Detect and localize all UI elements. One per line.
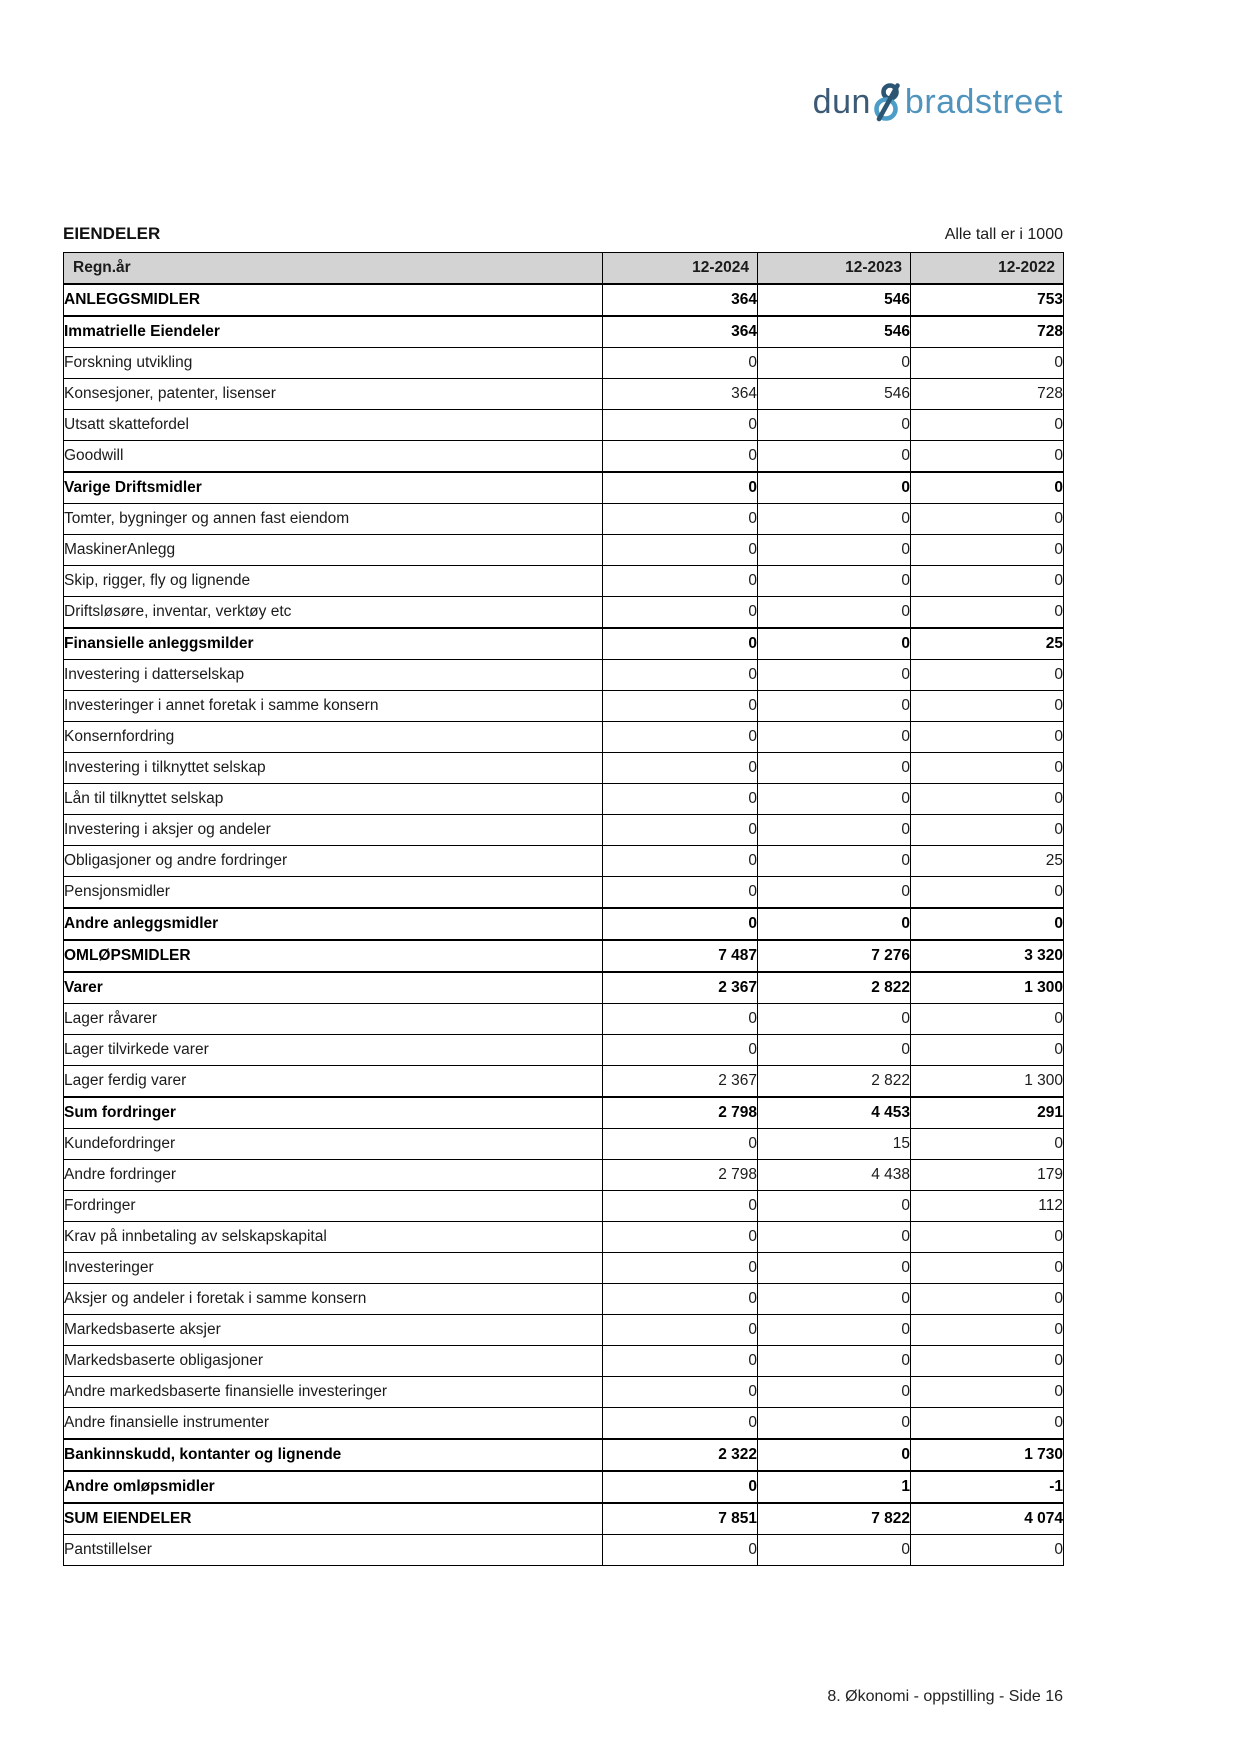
value-cell: 0: [911, 877, 1064, 909]
row-label: Forskning utvikling: [64, 348, 603, 379]
table-row: [64, 535, 1064, 566]
table-row: [64, 1315, 1064, 1346]
table-row: [64, 504, 1064, 535]
value-cell: 7 822: [758, 1503, 911, 1535]
value-cell: 0: [758, 1535, 911, 1566]
value-cell: 0: [911, 660, 1064, 691]
value-cell: 0: [758, 815, 911, 846]
table-row: [64, 1129, 1064, 1160]
row-label: Varer: [64, 972, 603, 1004]
table-row: [64, 784, 1064, 815]
table-row: [64, 410, 1064, 441]
row-label: Driftsløsøre, inventar, verktøy etc: [64, 597, 603, 629]
table-row: [64, 1191, 1064, 1222]
row-label: SUM EIENDELER: [64, 1503, 603, 1535]
value-cell: 1: [758, 1471, 911, 1503]
table-row: [64, 753, 1064, 784]
value-cell: 0: [911, 784, 1064, 815]
table-row: [64, 815, 1064, 846]
value-cell: 0: [758, 908, 911, 940]
value-cell: 1 730: [911, 1439, 1064, 1471]
value-cell: 0: [603, 1222, 758, 1253]
header-col-2023: 12-2023: [758, 253, 911, 285]
value-cell: 0: [758, 1377, 911, 1408]
value-cell: 0: [758, 566, 911, 597]
row-label: Konsernfordring: [64, 722, 603, 753]
value-cell: 179: [911, 1160, 1064, 1191]
row-label: Andre finansielle instrumenter: [64, 1408, 603, 1440]
row-label: OMLØPSMIDLER: [64, 940, 603, 972]
value-cell: 0: [911, 722, 1064, 753]
row-label: Obligasjoner og andre fordringer: [64, 846, 603, 877]
value-cell: 0: [911, 1004, 1064, 1035]
value-cell: 0: [911, 410, 1064, 441]
value-cell: 0: [911, 1315, 1064, 1346]
value-cell: 364: [603, 284, 758, 316]
table-row: [64, 1377, 1064, 1408]
row-label: Investering i datterselskap: [64, 660, 603, 691]
value-cell: 0: [758, 784, 911, 815]
value-cell: 2 367: [603, 972, 758, 1004]
value-cell: 0: [603, 660, 758, 691]
row-label: Investering i tilknyttet selskap: [64, 753, 603, 784]
value-cell: 0: [758, 691, 911, 722]
table-row: [64, 660, 1064, 691]
table-row: [64, 691, 1064, 722]
value-cell: 0: [758, 441, 911, 473]
table-row: [64, 566, 1064, 597]
value-cell: 0: [603, 1253, 758, 1284]
row-label: Lager ferdig varer: [64, 1066, 603, 1098]
value-cell: 728: [911, 379, 1064, 410]
value-cell: 0: [911, 1222, 1064, 1253]
table-row: [64, 1439, 1064, 1471]
row-label: Lager tilvirkede varer: [64, 1035, 603, 1066]
value-cell: 364: [603, 316, 758, 348]
value-cell: 753: [911, 284, 1064, 316]
row-label: Pensjonsmidler: [64, 877, 603, 909]
value-cell: 0: [911, 1284, 1064, 1315]
value-cell: 0: [603, 1377, 758, 1408]
value-cell: 0: [758, 1439, 911, 1471]
value-cell: 0: [911, 1035, 1064, 1066]
value-cell: 2 798: [603, 1160, 758, 1191]
value-cell: 0: [758, 846, 911, 877]
table-row: [64, 877, 1064, 909]
value-cell: 2 822: [758, 972, 911, 1004]
value-cell: 0: [603, 1471, 758, 1503]
value-cell: 4 453: [758, 1097, 911, 1129]
row-label: Lån til tilknyttet selskap: [64, 784, 603, 815]
row-label: Immatrielle Eiendeler: [64, 316, 603, 348]
table-row: [64, 1066, 1064, 1098]
row-label: Bankinnskudd, kontanter og lignende: [64, 1439, 603, 1471]
row-label: Varige Driftsmidler: [64, 472, 603, 504]
value-cell: 0: [603, 1191, 758, 1222]
value-cell: 0: [911, 597, 1064, 629]
value-cell: 0: [758, 628, 911, 660]
value-cell: 0: [758, 504, 911, 535]
row-label: Andre markedsbaserte finansielle investeringer: [64, 1377, 603, 1408]
value-cell: 0: [758, 1004, 911, 1035]
value-cell: 0: [603, 410, 758, 441]
value-cell: 4 074: [911, 1503, 1064, 1535]
value-cell: 0: [758, 348, 911, 379]
value-cell: 0: [603, 1408, 758, 1440]
value-cell: 0: [911, 1408, 1064, 1440]
row-label: MaskinerAnlegg: [64, 535, 603, 566]
value-cell: 0: [758, 1346, 911, 1377]
value-cell: 2 822: [758, 1066, 911, 1098]
value-cell: 0: [603, 1346, 758, 1377]
value-cell: 0: [911, 691, 1064, 722]
value-cell: 546: [758, 284, 911, 316]
value-cell: 0: [758, 1408, 911, 1440]
row-label: Pantstillelser: [64, 1535, 603, 1566]
table-row: [64, 1284, 1064, 1315]
value-cell: 4 438: [758, 1160, 911, 1191]
value-cell: 7 487: [603, 940, 758, 972]
value-cell: 0: [758, 1253, 911, 1284]
row-label: Kundefordringer: [64, 1129, 603, 1160]
value-cell: 0: [603, 877, 758, 909]
value-cell: 15: [758, 1129, 911, 1160]
table-row: [64, 722, 1064, 753]
value-cell: 0: [758, 410, 911, 441]
value-cell: 0: [758, 535, 911, 566]
value-cell: 364: [603, 379, 758, 410]
table-row: [64, 1253, 1064, 1284]
value-cell: 0: [911, 1377, 1064, 1408]
value-cell: 0: [758, 1191, 911, 1222]
table-row: [64, 284, 1064, 316]
row-label: Utsatt skattefordel: [64, 410, 603, 441]
value-cell: 0: [603, 1284, 758, 1315]
row-label: Fordringer: [64, 1191, 603, 1222]
value-cell: 0: [603, 348, 758, 379]
balance-sheet-table: [63, 252, 1064, 1566]
value-cell: -1: [911, 1471, 1064, 1503]
table-row: [64, 628, 1064, 660]
value-cell: 0: [603, 535, 758, 566]
table-row: [64, 1160, 1064, 1191]
value-cell: 0: [911, 815, 1064, 846]
table-row: [64, 348, 1064, 379]
value-cell: 0: [603, 628, 758, 660]
value-cell: 0: [603, 441, 758, 473]
value-cell: 0: [758, 753, 911, 784]
table-row: [64, 1035, 1064, 1066]
value-cell: 0: [758, 472, 911, 504]
row-label: Skip, rigger, fly og lignende: [64, 566, 603, 597]
value-cell: 291: [911, 1097, 1064, 1129]
table-row: [64, 597, 1064, 629]
value-cell: 0: [603, 815, 758, 846]
table-row: [64, 1097, 1064, 1129]
value-cell: 0: [603, 472, 758, 504]
value-cell: 7 276: [758, 940, 911, 972]
value-cell: 0: [603, 566, 758, 597]
value-cell: 1 300: [911, 972, 1064, 1004]
row-label: Aksjer og andeler i foretak i samme konsern: [64, 1284, 603, 1315]
value-cell: 0: [758, 660, 911, 691]
value-cell: 0: [758, 877, 911, 909]
units-note: Alle tall er i 1000: [944, 226, 1063, 243]
value-cell: 0: [603, 1315, 758, 1346]
value-cell: 0: [758, 1284, 911, 1315]
table-body: [64, 284, 1064, 1566]
value-cell: 0: [603, 597, 758, 629]
value-cell: 0: [603, 691, 758, 722]
page-footer: 8. Økonomi - oppstilling - Side 16: [827, 1688, 1063, 1705]
value-cell: 0: [758, 722, 911, 753]
value-cell: 2 322: [603, 1439, 758, 1471]
table-row: [64, 316, 1064, 348]
row-label: ANLEGGSMIDLER: [64, 284, 603, 316]
row-label: Investeringer: [64, 1253, 603, 1284]
value-cell: 7 851: [603, 1503, 758, 1535]
table-row: [64, 472, 1064, 504]
ampersand-icon: [873, 82, 903, 127]
row-label: Lager råvarer: [64, 1004, 603, 1035]
value-cell: 0: [603, 722, 758, 753]
header-col-2024: 12-2024: [603, 253, 758, 285]
row-label: Investeringer i annet foretak i samme konsern: [64, 691, 603, 722]
value-cell: 0: [911, 348, 1064, 379]
row-label: Investering i aksjer og andeler: [64, 815, 603, 846]
value-cell: 0: [911, 472, 1064, 504]
row-label: Sum fordringer: [64, 1097, 603, 1129]
table-row: [64, 972, 1064, 1004]
value-cell: 0: [603, 753, 758, 784]
table-row: [64, 379, 1064, 410]
value-cell: 0: [911, 1253, 1064, 1284]
table-row: [64, 846, 1064, 877]
value-cell: 0: [911, 1535, 1064, 1566]
value-cell: 0: [603, 846, 758, 877]
value-cell: 2 798: [603, 1097, 758, 1129]
table-row: [64, 940, 1064, 972]
row-label: Krav på innbetaling av selskapskapital: [64, 1222, 603, 1253]
value-cell: 546: [758, 379, 911, 410]
table-row: [64, 1004, 1064, 1035]
value-cell: 0: [603, 1004, 758, 1035]
dun-bradstreet-logo: [813, 80, 1063, 125]
value-cell: 0: [911, 504, 1064, 535]
value-cell: 0: [911, 908, 1064, 940]
header-col-2022: 12-2022: [911, 253, 1064, 285]
value-cell: 0: [758, 1315, 911, 1346]
value-cell: 2 367: [603, 1066, 758, 1098]
value-cell: 1 300: [911, 1066, 1064, 1098]
table-header-row: [64, 253, 1064, 285]
row-label: Andre anleggsmidler: [64, 908, 603, 940]
value-cell: 0: [603, 1129, 758, 1160]
row-label: Markedsbaserte obligasjoner: [64, 1346, 603, 1377]
row-label: Tomter, bygninger og annen fast eiendom: [64, 504, 603, 535]
table-row: [64, 1535, 1064, 1566]
row-label: Finansielle anleggsmilder: [64, 628, 603, 660]
table-row: [64, 1222, 1064, 1253]
value-cell: 0: [911, 753, 1064, 784]
value-cell: 0: [603, 1035, 758, 1066]
value-cell: 0: [603, 908, 758, 940]
value-cell: 0: [603, 1535, 758, 1566]
value-cell: 0: [911, 1129, 1064, 1160]
value-cell: 3 320: [911, 940, 1064, 972]
logo-word-bradstreet: bradstreet: [904, 83, 1063, 121]
value-cell: 0: [911, 535, 1064, 566]
value-cell: 728: [911, 316, 1064, 348]
value-cell: 546: [758, 316, 911, 348]
value-cell: 0: [603, 784, 758, 815]
value-cell: 0: [911, 1346, 1064, 1377]
value-cell: 0: [758, 597, 911, 629]
table-row: [64, 908, 1064, 940]
table-row: [64, 1346, 1064, 1377]
value-cell: 25: [911, 846, 1064, 877]
value-cell: 0: [603, 504, 758, 535]
table-row: [64, 1408, 1064, 1440]
table-row: [64, 1471, 1064, 1503]
table-row: [64, 441, 1064, 473]
value-cell: 0: [758, 1035, 911, 1066]
page-title: EIENDELER: [63, 224, 161, 243]
value-cell: 25: [911, 628, 1064, 660]
value-cell: 112: [911, 1191, 1064, 1222]
header-label: Regn.år: [64, 253, 603, 285]
table-row: [64, 1503, 1064, 1535]
row-label: Markedsbaserte aksjer: [64, 1315, 603, 1346]
row-label: Andre omløpsmidler: [64, 1471, 603, 1503]
row-label: Konsesjoner, patenter, lisenser: [64, 379, 603, 410]
logo-word-dun: dun: [812, 83, 871, 121]
row-label: Andre fordringer: [64, 1160, 603, 1191]
value-cell: 0: [911, 566, 1064, 597]
row-label: Goodwill: [64, 441, 603, 473]
value-cell: 0: [758, 1222, 911, 1253]
value-cell: 0: [911, 441, 1064, 473]
title-row: [63, 224, 1063, 244]
